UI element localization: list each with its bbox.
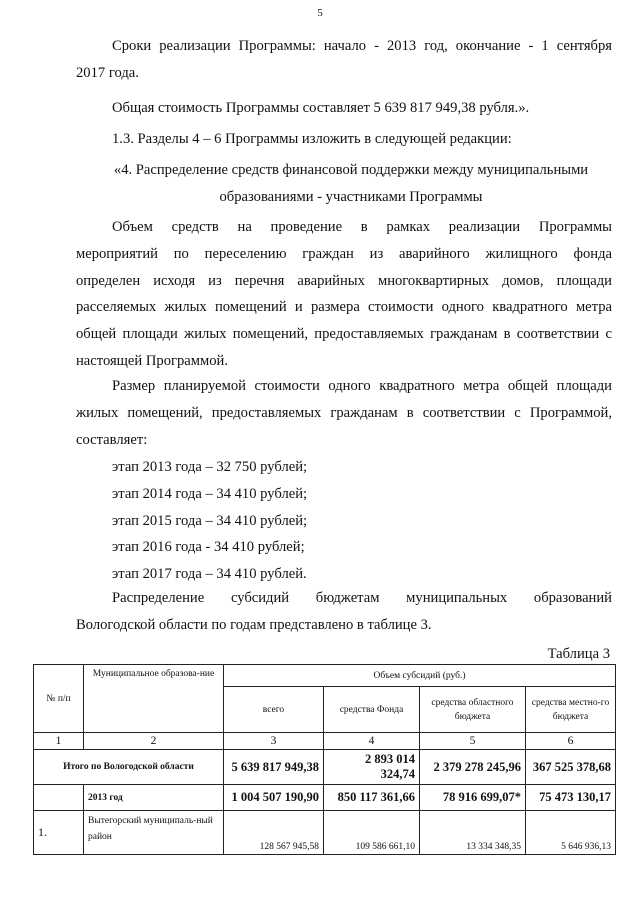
stage-cost-list	[76, 454, 612, 588]
column-number: 1	[34, 733, 84, 750]
total-row	[34, 750, 616, 785]
program-terms-paragraph	[76, 33, 612, 87]
column-number: 4	[324, 733, 420, 750]
text-line: составляет:	[76, 431, 148, 448]
text-line: Общая стоимость Программы составляет 5 639 817 949,38 рубля.».	[112, 100, 530, 116]
row-regional: 13 334 348,35	[420, 811, 526, 855]
text-line: расселяемых жилых помещений и размера стоимости одного квадратного метра	[76, 299, 612, 316]
row-total: 128 567 945,58	[224, 811, 324, 855]
text-line: 1.3. Разделы 4 – 6 Программы изложить в следующей редакции:	[112, 131, 512, 147]
column-number: 2	[84, 733, 224, 750]
table-caption: Таблица 3	[547, 646, 610, 662]
total-cost-paragraph	[76, 95, 612, 122]
header-municipality: Муниципальное образова-ние	[84, 665, 224, 733]
row-municipality: Вытегорский муниципаль-ный район	[84, 811, 224, 855]
header-number: № п/п	[34, 665, 84, 733]
text-line: общей площади жилых помещений, предоставляемых гражданам в соответствии с	[76, 326, 612, 343]
stage-item: этап 2016 года - 34 410 рублей;	[112, 539, 305, 556]
header-regional-budget: средства областного бюджета	[420, 687, 526, 733]
text-line: Вологодской области по годам представлено в таблице 3.	[76, 616, 432, 633]
row-fund: 109 586 661,10	[324, 811, 420, 855]
table-header-row	[34, 665, 616, 687]
header-subsidy-volume: Объем субсидий (руб.)	[224, 665, 616, 687]
column-number: 5	[420, 733, 526, 750]
stage-item: этап 2013 года – 32 750 рублей;	[112, 459, 308, 475]
year-row-total: 1 004 507 190,90	[224, 785, 324, 811]
stage-item: этап 2017 года – 34 410 рублей.	[112, 566, 307, 583]
column-number: 6	[526, 733, 616, 750]
total-row-fund: 2 893 014 324,74	[324, 750, 420, 785]
header-fund: средства Фонда	[324, 687, 420, 733]
page-number: 5	[317, 7, 323, 19]
heading-line: образованиями - участниками Программы	[219, 188, 483, 205]
year-row-blank	[34, 785, 84, 811]
text-line: Размер планируемой стоимости одного квадратного метра общей площади	[112, 378, 612, 394]
text-line: Объем средств на проведение в рамках реализации Программы	[112, 219, 612, 235]
total-row-total: 5 639 817 949,38	[224, 750, 324, 785]
column-number: 3	[224, 733, 324, 750]
funding-volume-paragraph	[76, 214, 612, 375]
year-row	[34, 785, 616, 811]
year-row-fund: 850 117 361,66	[324, 785, 420, 811]
text-line: 2017 года.	[76, 64, 139, 81]
cost-size-paragraph	[76, 373, 612, 453]
header-total: всего	[224, 687, 324, 733]
subsidies-table	[33, 664, 616, 855]
text-line: Распределение субсидий бюджетам муниципальных образований	[112, 590, 612, 606]
text-line: мероприятий по переселению граждан из аварийного жилищного фонда	[76, 245, 612, 262]
total-row-local: 367 525 378,68	[526, 750, 616, 785]
year-row-local: 75 473 130,17	[526, 785, 616, 811]
text-line: настоящей Программой.	[76, 352, 228, 369]
text-line: определен исходя из перечня аварийных многоквартирных домов, площади	[76, 272, 612, 289]
stage-item: этап 2015 года – 34 410 рублей;	[112, 512, 308, 529]
row-local: 5 646 936,13	[526, 811, 616, 855]
text-line: Сроки реализации Программы: начало - 2013 год, окончание - 1 сентября	[112, 38, 612, 54]
column-number-row	[34, 733, 616, 750]
distribution-paragraph	[76, 585, 612, 639]
table-row	[34, 811, 616, 855]
row-number: 1.	[34, 811, 84, 855]
header-local-budget: средства местно-го бюджета	[526, 687, 616, 733]
total-row-label: Итого по Вологодской области	[34, 750, 224, 785]
total-row-regional: 2 379 278 245,96	[420, 750, 526, 785]
stage-item: этап 2014 года – 34 410 рублей;	[112, 485, 308, 502]
text-line: жилых помещений, предоставляемых гражданам в соответствии с Программой,	[76, 404, 612, 421]
year-row-regional: 78 916 699,07*	[420, 785, 526, 811]
section-instruction-paragraph	[76, 126, 612, 153]
year-row-label: 2013 год	[84, 785, 224, 811]
heading-line: «4. Распределение средств финансовой поддержки между муниципальными	[113, 162, 589, 178]
section-heading	[76, 157, 612, 211]
